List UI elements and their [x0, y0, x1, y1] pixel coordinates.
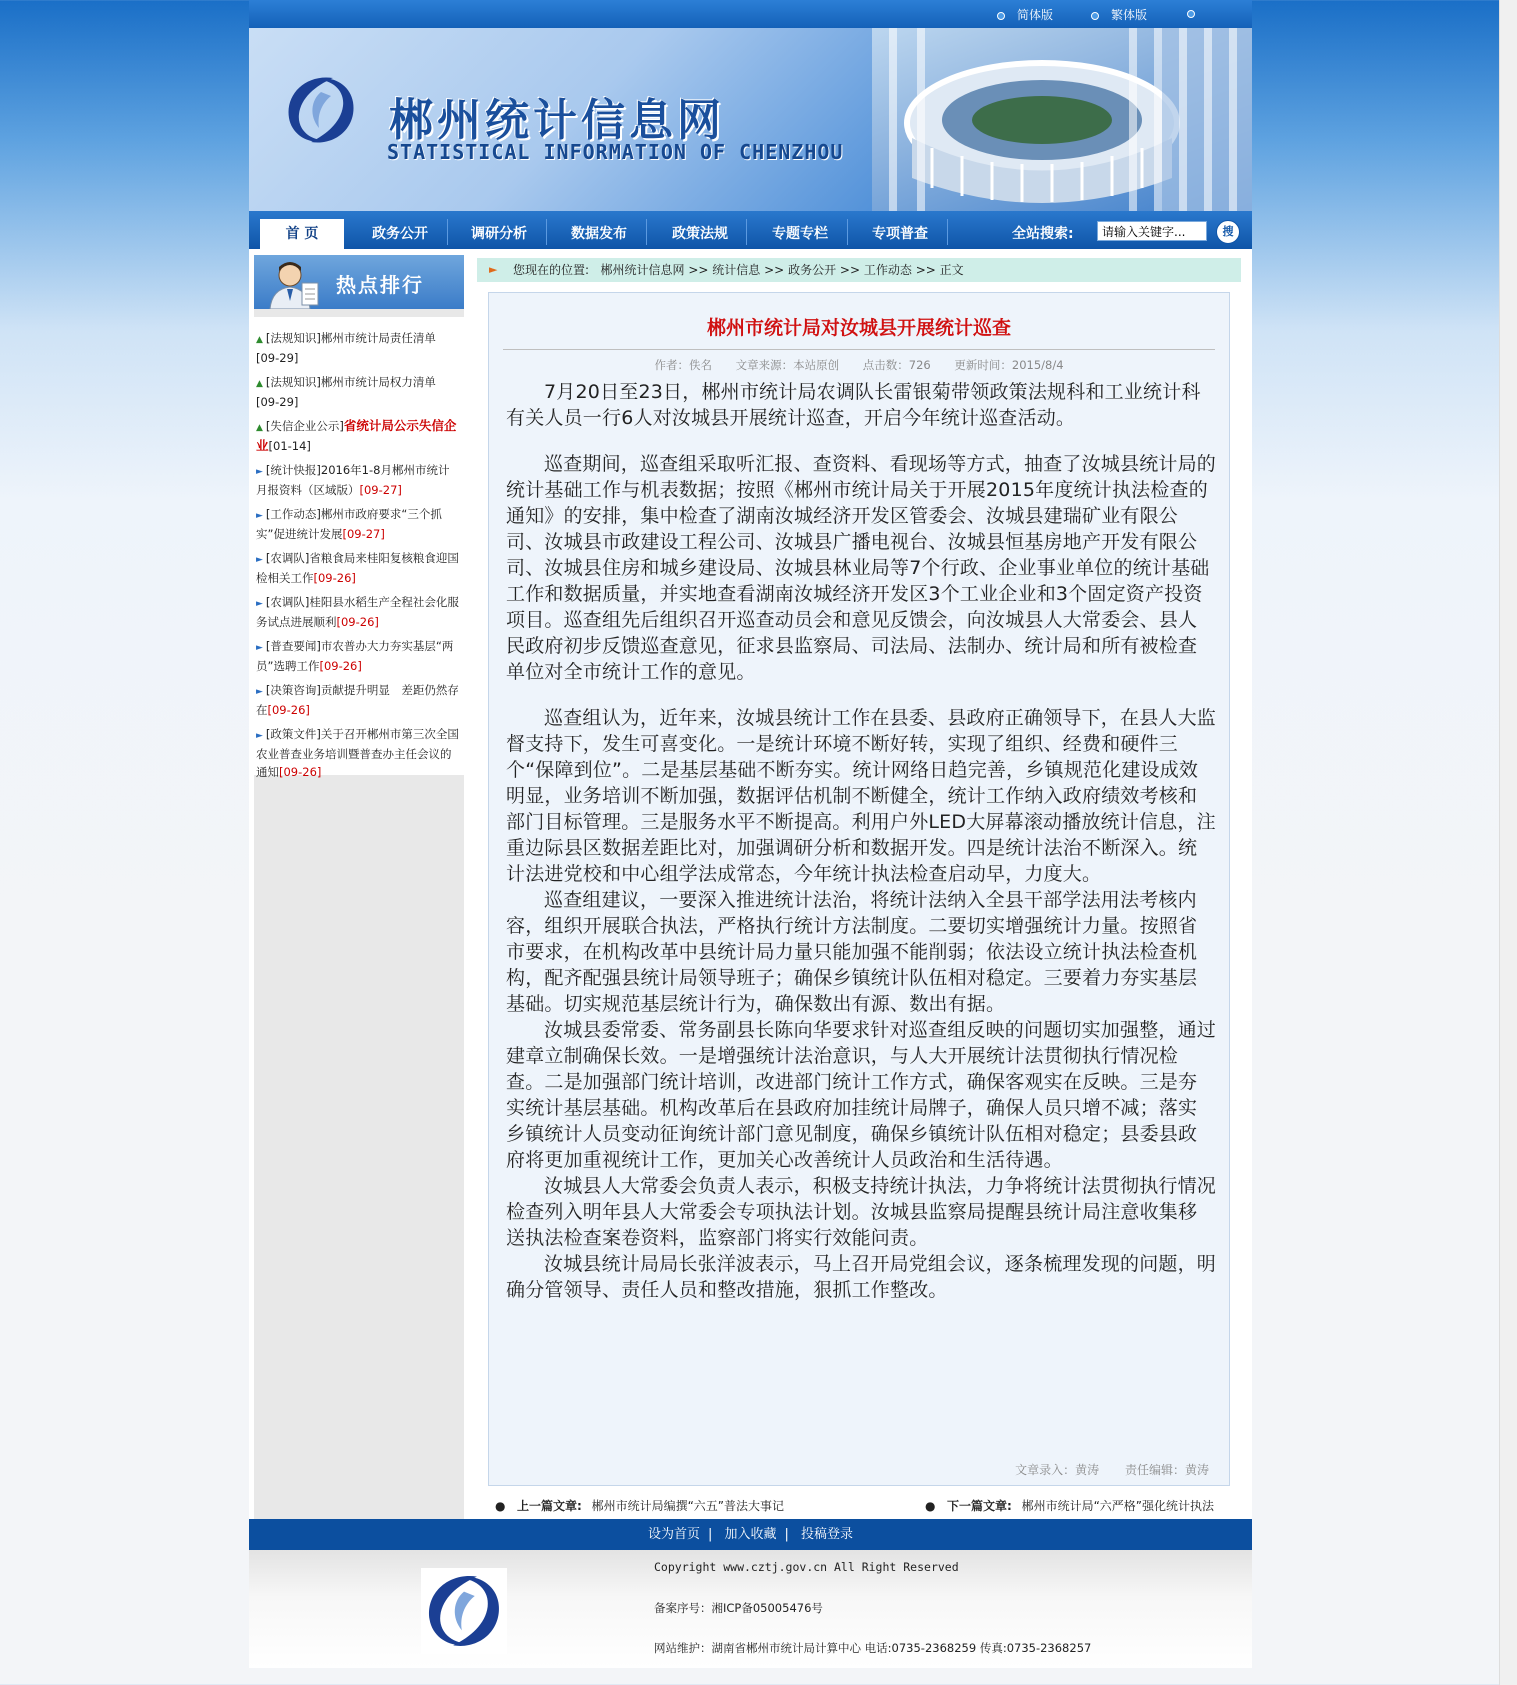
- nav-item-research[interactable]: 调研分析: [471, 226, 527, 242]
- hot-item-category[interactable]: [失信企业公示]: [265, 419, 344, 433]
- window-scrollbar[interactable]: [1499, 0, 1517, 1685]
- breadcrumb-link-home[interactable]: 郴州统计信息网: [600, 263, 685, 277]
- arrow-right-icon: ►: [256, 467, 263, 477]
- hot-item[interactable]: [256, 373, 460, 411]
- article-paragraph: 巡查组建议，一要深入推进统计法治，将统计法纳入全县干部学法用法考核内容，组织开展联合执法，严格执行统计方法制度。二要切实增强统计力量。按照省市要求，在机构改革中县统计局力量只能加强不能削弱；依法设立统计执法检查机构，配齐配强县统计局领导班子；确保乡镇统计队伍相对稳定。三要着力夯实基层基础。切实规范基层统计行为，确保数出有源、数出有据。: [506, 889, 1198, 1015]
- stadium-image: [872, 28, 1252, 211]
- nav-item-data[interactable]: 数据发布: [571, 226, 627, 242]
- article-paragraph: 汝城县人大常委会负责人表示，积极支持统计执法，力争将统计法贯彻执行情况检查列入明年县人大常委会专项执法计划。汝城县监察局提醒县统计局注意收集移送执法检查案卷资料，监察部门将实行效能问责。: [506, 1175, 1217, 1249]
- nav-divider: [746, 219, 747, 245]
- site-title-en: STATISTICAL INFORMATION OF CHENZHOU: [387, 140, 844, 164]
- search-input[interactable]: [1097, 221, 1207, 241]
- banner-stripe: [1204, 28, 1212, 211]
- article-hits: 点击数：726: [862, 358, 931, 372]
- hot-item[interactable]: [256, 417, 460, 455]
- article-paragraph: 巡查组认为，近年来，汝城县统计工作在县委、县政府正确领导下，在县人大监督支持下，发生可喜变化。一是统计环境不断好转，实现了组织、经费和硬件三个“保障到位”。二是基层基础不断夯实。统计网络日趋完善，乡镇规范化建设成效明显，业务培训不断加强，数据评估机制不断健全，统计工作纳入政府绩效考核和部门目标管理。三是服务水平不断提高。利用户外LED大屏幕滚动播放统计信息，注重边际县区数据差距比对，加强调研分析和数据开发。四是统计法治不断深入。统计法进党校和中心组学法成常态，今年统计执法检查启动早，力度大。: [506, 707, 1217, 885]
- hot-item-date: [01-14]: [268, 439, 311, 453]
- article-footer: [993, 1461, 1209, 1478]
- bullet-icon: [1187, 10, 1195, 18]
- main-nav: [249, 211, 1252, 249]
- page-wrapper: [249, 0, 1252, 1668]
- top-bar: [249, 0, 1252, 28]
- article-body: [506, 379, 1216, 1303]
- breadcrumb-separator: >>: [764, 263, 785, 277]
- arrow-right-icon: ►: [256, 511, 263, 521]
- submit-login-link[interactable]: 投稿登录: [801, 1527, 854, 1542]
- hot-item[interactable]: [256, 681, 460, 719]
- site-logo-icon: [421, 1568, 507, 1654]
- site-title-cn: 郴州统计信息网: [389, 95, 725, 146]
- footer-links: 设为首页 | 加入收藏 | 投稿登录: [249, 1519, 1252, 1550]
- article-paragraph: 汝城县统计局局长张洋波表示，马上召开局党组会议，逐条梳理发现的问题，明确分管领导、责任人员和整改措施，狠抓工作整改。: [506, 1253, 1217, 1301]
- article-updated: 更新时间：2015/8/4: [954, 358, 1064, 372]
- hot-item-link[interactable]: [普查要闻]市农普办大力夯实基层“两员”选聘工作: [256, 639, 454, 673]
- arrow-up-icon: ▲: [256, 335, 263, 345]
- search-button[interactable]: 搜: [1216, 220, 1240, 244]
- arrow-right-icon: ►: [256, 731, 263, 741]
- sidebar: [254, 255, 464, 1520]
- maintainer-info: 网站维护：湖南省郴州市统计局计算中心 电话:0735-2368259 传真:0735-2368257: [654, 1641, 1092, 1655]
- hot-list: [254, 317, 464, 779]
- breadcrumb-separator: >>: [839, 263, 861, 277]
- breadcrumb-link-affairs[interactable]: 政务公开: [788, 263, 837, 277]
- hot-item-link[interactable]: [法规知识]郴州市统计局责任清单: [265, 331, 436, 345]
- hot-item-link[interactable]: [统计快报]2016年1-8月郴州市统计月报资料（区域版）: [256, 463, 450, 497]
- banner-stripe: [917, 28, 925, 211]
- hot-item[interactable]: [256, 549, 460, 587]
- person-icon: [264, 259, 324, 309]
- arrow-right-icon: ►: [256, 599, 263, 609]
- site-logo-icon: [281, 70, 361, 150]
- prev-article: [495, 1497, 784, 1514]
- hot-item-date: [09-26]: [279, 765, 322, 779]
- article-source: 文章来源：本站原创: [735, 358, 840, 372]
- hot-item-link[interactable]: [法规知识]郴州市统计局权力清单: [265, 375, 436, 389]
- hot-item-link[interactable]: 省统计局公示失信企业: [256, 418, 457, 453]
- bullet-icon: [997, 12, 1005, 20]
- article-editor: 责任编辑：黄涛: [1124, 1463, 1209, 1477]
- banner-stripe: [1129, 28, 1137, 211]
- footer-logo: [421, 1568, 507, 1654]
- hot-item-link[interactable]: [工作动态]郴州市政府要求“三个抓实”促进统计发展: [256, 507, 442, 541]
- title-divider: [503, 349, 1215, 350]
- article-title: 郴州市统计局对汝城县开展统计巡查: [706, 317, 1011, 339]
- hot-item-date: [09-26]: [267, 703, 310, 717]
- hot-item[interactable]: [256, 329, 460, 367]
- lang-simplified-link[interactable]: [997, 6, 1053, 23]
- arrow-right-icon: ►: [489, 263, 498, 276]
- breadcrumb-separator: >>: [688, 263, 709, 277]
- nav-item-policy[interactable]: 政策法规: [672, 226, 728, 242]
- banner-stripe: [1229, 28, 1237, 211]
- sidebar-title: 热点排行: [336, 273, 424, 297]
- stadium-illustration: [872, 28, 1252, 211]
- hot-item[interactable]: [256, 461, 460, 499]
- copyright: Copyright www.cztj.gov.cn All Right Reserved: [654, 1560, 959, 1574]
- add-favorite-link[interactable]: 加入收藏: [724, 1527, 777, 1542]
- article-meta: [489, 357, 1229, 373]
- hot-item-date: [09-29]: [256, 395, 299, 409]
- breadcrumb-link-info[interactable]: 统计信息: [712, 263, 761, 277]
- article-entry: 文章录入：黄涛: [1015, 1463, 1100, 1477]
- hot-item-date: [09-27]: [359, 483, 402, 497]
- search-label: 全站搜索:: [1012, 226, 1074, 242]
- hot-item-link[interactable]: [农调队]省粮食局来桂阳复核粮食迎国检相关工作: [256, 551, 459, 585]
- icp-number: 备案序号：湘ICP备05005476号: [654, 1601, 823, 1615]
- hot-item[interactable]: [256, 593, 460, 631]
- hot-item-date: [09-26]: [336, 615, 379, 629]
- bullet-icon: [1091, 12, 1099, 20]
- nav-item-census[interactable]: 专项普查: [872, 226, 928, 242]
- bullet-icon: ●: [925, 1499, 936, 1513]
- hot-item-date: [09-27]: [342, 527, 385, 541]
- article-paragraph: 汝城县委常委、常务副县长陈向华要求针对巡查组反映的问题切实加强整，通过建章立制确保长效。一是增强统计法治意识，与人大开展统计法贯彻执行情况检查。二是加强部门统计培训，改进部门统计工作方式，确保客观实在反映。三是夯实统计基层基础。机构改革后在县政府加挂统计局牌子，确保人员只增不减；落实乡镇统计人员变动征询统计部门意见制度，确保乡镇统计队伍相对稳定；县委县政府将更加重视统计工作，更加关心改善统计人员政治和生活待遇。: [506, 1019, 1217, 1171]
- breadcrumb-current: 正文: [939, 263, 964, 277]
- nav-item-home[interactable]: 首 页: [260, 219, 344, 249]
- sidebar-header: [254, 255, 464, 309]
- hot-item-link[interactable]: [政策文件]关于召开郴州市第三次全国农业普查业务培训暨普查办主任会议的通知: [256, 727, 459, 779]
- lang-end-bullet: [1187, 6, 1207, 20]
- lang-simplified-label[interactable]: 简体版: [1017, 8, 1054, 22]
- hot-item[interactable]: [256, 725, 460, 781]
- breadcrumb-label: 您现在的位置:: [513, 263, 590, 277]
- nav-divider: [847, 219, 848, 245]
- set-homepage-link[interactable]: 设为首页: [647, 1527, 700, 1542]
- arrow-up-icon: ▲: [256, 423, 263, 433]
- next-article-link[interactable]: 郴州市统计局“六严格”强化统计执法: [1021, 1499, 1215, 1513]
- breadcrumb: [477, 258, 1241, 282]
- arrow-up-icon: ▲: [256, 379, 263, 389]
- arrow-right-icon: ►: [256, 555, 263, 565]
- site-banner: [249, 28, 1252, 211]
- hot-item-link[interactable]: [农调队]桂阳县水稻生产全程社会化服务试点进展顺利: [256, 595, 459, 629]
- breadcrumb-link-news[interactable]: 工作动态: [863, 263, 912, 277]
- lang-traditional-label[interactable]: 繁体版: [1111, 8, 1148, 22]
- site-footer: [249, 1550, 1252, 1668]
- banner-stripe: [1179, 28, 1187, 211]
- hot-item-link[interactable]: [决策咨询]贡献提升明显 差距仍然存在: [256, 683, 459, 717]
- banner-stripe: [889, 28, 897, 211]
- arrow-right-icon: ►: [256, 643, 263, 653]
- article-paragraph: 巡查期间，巡查组采取听汇报、查资料、看现场等方式，抽查了汝城县统计局的统计基础工作与机表数据；按照《郴州市统计局关于开展2015年度统计执法检查的通知》的安排，集中检查了湖南汝城经济开发区管委会、汝城县建瑞矿业有限公司、汝城县市政建设工程公司、汝城县广播电视台、汝城县恒基房地产开发有限公司、汝城县住房和城乡建设局、汝城县林业局等7个行政、企业事业单位的统计基础工作和数据质量，并实地查看湖南汝城经济开发区3个工业企业和3个固定资产投资项目。巡查组先后组织召开巡查动员会和意见反馈会，向汝城县人大常委会、县人民政府初步反馈巡查意见，征求县监察局、司法局、法制办、统计局和所有被检查单位对全市统计工作的意见。: [506, 453, 1217, 683]
- nav-divider: [447, 219, 448, 245]
- prev-label: 上一篇文章:: [516, 1499, 582, 1513]
- hot-item-date: [09-29]: [256, 351, 299, 365]
- lang-traditional-link[interactable]: [1091, 6, 1147, 23]
- next-label: 下一篇文章:: [946, 1499, 1012, 1513]
- hot-item-date: [09-26]: [313, 571, 356, 585]
- prev-article-link[interactable]: 郴州市统计局编撰“六五”普法大事记: [591, 1499, 785, 1513]
- nav-divider: [546, 219, 547, 245]
- article-author: 作者：佚名: [654, 358, 712, 372]
- article-paragraph: 7月20日至23日，郴州市统计局农调队长雷银菊带领政策法规科和工业统计科有关人员一行6人对汝城县开展统计巡查，开启今年统计巡查活动。: [506, 381, 1201, 429]
- nav-item-topics[interactable]: 专题专栏: [772, 226, 828, 242]
- nav-divider: [646, 219, 647, 245]
- hot-item[interactable]: [256, 637, 460, 675]
- bullet-icon: ●: [495, 1499, 506, 1513]
- arrow-right-icon: ►: [256, 687, 263, 697]
- hot-item[interactable]: [256, 505, 460, 543]
- next-article: [925, 1497, 1214, 1514]
- nav-divider: [947, 219, 948, 245]
- nav-item-affairs[interactable]: 政务公开: [372, 226, 428, 242]
- breadcrumb-separator: >>: [915, 263, 936, 277]
- hot-item-date: [09-26]: [319, 659, 362, 673]
- banner-stripe: [1154, 28, 1162, 211]
- article: [488, 292, 1230, 1486]
